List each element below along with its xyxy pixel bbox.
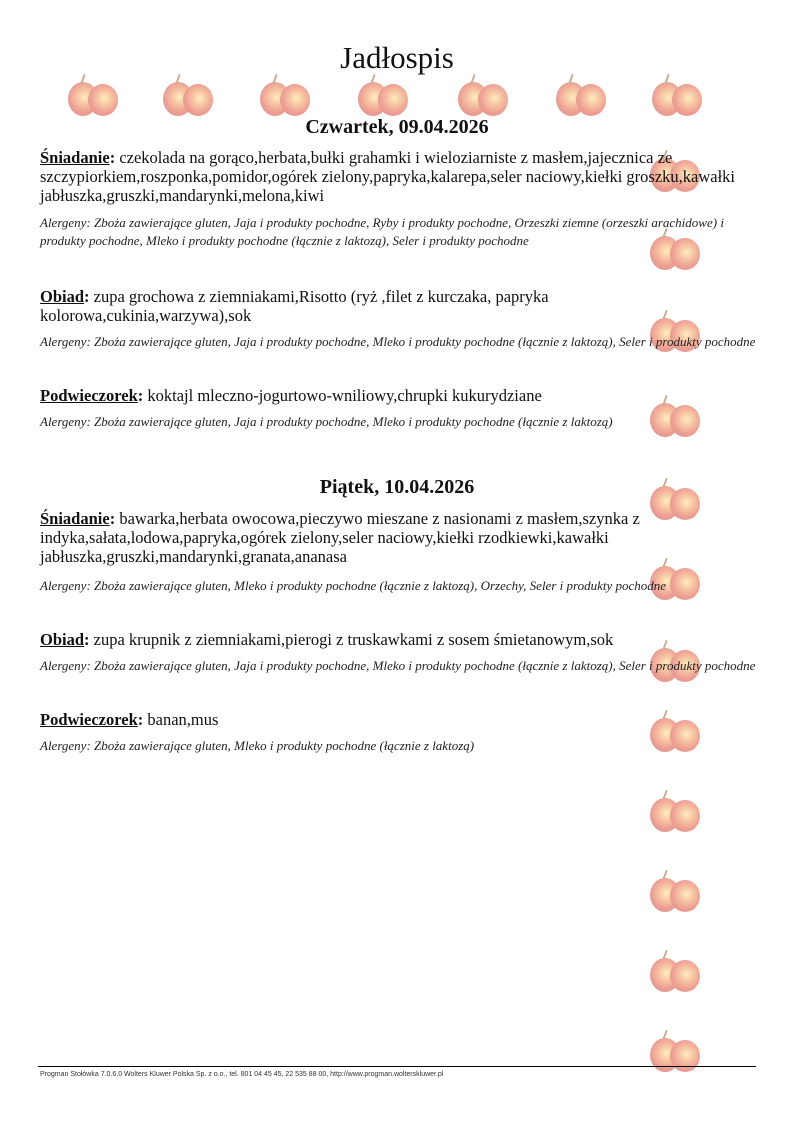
fruit-icon [652, 74, 700, 118]
page-title: Jadłospis [340, 40, 454, 75]
fruit-icon [68, 74, 116, 118]
meal-lunch: Obiad: zupa grochowa z ziemniakami,Risotto (ryż ,filet z kurczaka, papryka kolorowa,cukinia,warzywa),sok [40, 287, 549, 325]
meal-breakfast: Śniadanie: czekolada na gorąco,herbata,bułki grahamki i wieloziarniste z masłem,jajecznica ze szczypiorkiem,roszponka,pomidor,ogórek zielony,papryka,kalarepa,seler naciowy,kiełki groszku,kawałki jabłuszka,gruszki,mandarynki,melona,kiwi [40, 148, 735, 205]
allergens: Alergeny: Zboża zawierające gluten, Jaja i produkty pochodne, Mleko i produkty pochodne (łącznie z laktozą), Seler i produkty pochodne [40, 658, 756, 673]
allergens: Alergeny: Zboża zawierające gluten, Mleko i produkty pochodne (łącznie z laktozą) [40, 738, 475, 753]
allergens: Alergeny: Zboża zawierające gluten, Mleko i produkty pochodne (łącznie z laktozą), Orzechy, Seler i produkty pochodne [40, 578, 667, 593]
fruit-icon [458, 74, 506, 118]
meal-snack: Podwieczorek: banan,mus [40, 710, 219, 729]
fruit-icon [358, 74, 406, 118]
fruit-icon [650, 950, 698, 994]
footer-divider [38, 1066, 756, 1067]
fruit-icon [260, 74, 308, 118]
fruit-icon [556, 74, 604, 118]
meal-snack: Podwieczorek: koktajl mleczno-jogurtowo-wniliowy,chrupki kukurydziane [40, 386, 542, 405]
allergens: Alergeny: Zboża zawierające gluten, Jaja i produkty pochodne, Mleko i produkty pochodne (łącznie z laktozą) [40, 414, 613, 429]
allergens: Alergeny: Zboża zawierające gluten, Jaja i produkty pochodne, Mleko i produkty pochodne (łącznie z laktozą), Seler i produkty pochodne [40, 334, 756, 349]
meal-breakfast: Śniadanie: bawarka,herbata owocowa,pieczywo mieszane z nasionami z masłem,szynka z indyka,sałata,lodowa,papryka,ogórek zielony,seler naciowy,kiełki rzodkiewki,kawałki jabłuszka,gruszki,mandarynki,granata,ananasa [40, 509, 640, 566]
meal-lunch: Obiad: zupa krupnik z ziemniakami,pierogi z truskawkami z sosem śmietanowym,sok [40, 630, 614, 649]
fruit-icon [650, 790, 698, 834]
fruit-icon [650, 870, 698, 914]
day-heading: Piątek, 10.04.2026 [319, 476, 475, 498]
fruit-icon [163, 74, 211, 118]
footer: Progman Stołówka 7.0.6.0 Wolters Kluwer Polska Sp. z o.o., tel. 801 04 45 45, 22 535 88 00, http://www.progman.wolterskluwer.pl [40, 1071, 444, 1078]
day-heading: Czwartek, 09.04.2026 [305, 116, 489, 138]
fruit-icon [650, 1030, 698, 1074]
allergens: Alergeny: Zboża zawierające gluten, Jaja i produkty pochodne, Ryby i produkty pochodne, Orzeszki ziemne (orzeszki arachidowe) i produkty pochodne, Mleko i produkty pochodne (łącznie z laktozą), Seler i produkty pochodne [40, 215, 724, 248]
